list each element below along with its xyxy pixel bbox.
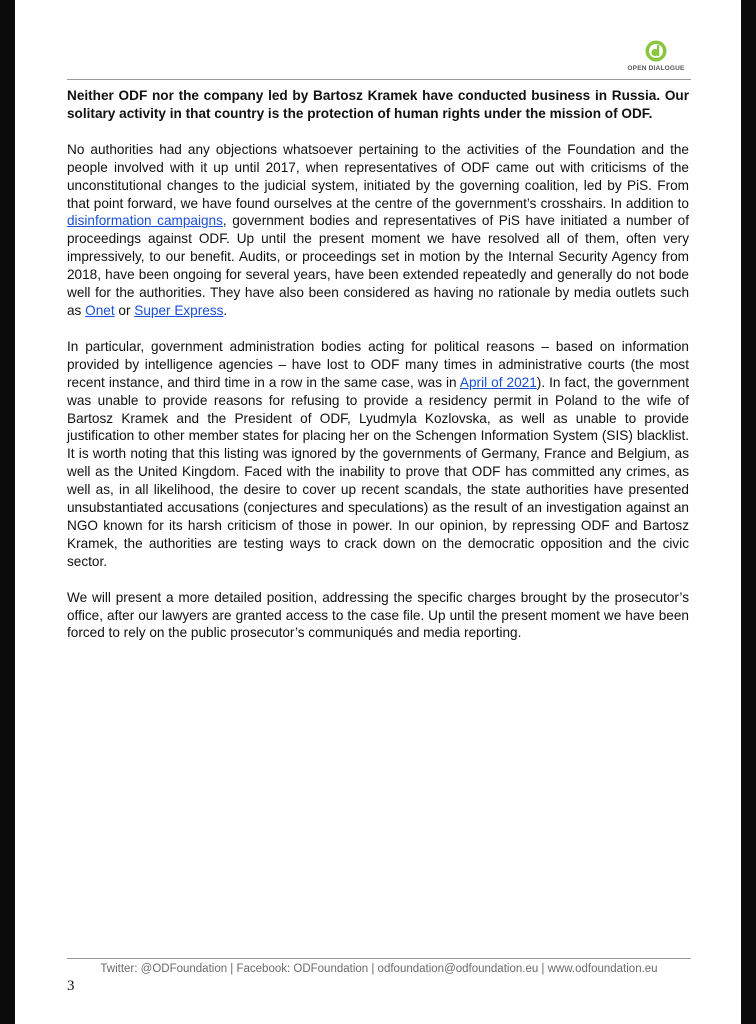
april-2021-link[interactable]: April of 2021 [459,374,537,390]
paragraph-1-text-a: No authorities had any objections whatsoever pertaining to the activities of the Foundation and the people involved with it up until 2017, when representatives of ODF came out with criticisms of the unconstitutional changes to the judicial system, initiated by the governing coalition, led by PiS. From that point forward, we have found ourselves at the centre of the government’s crosshairs. In addition to [67,141,689,211]
onet-link[interactable]: Onet [85,302,115,318]
document-page [15,0,741,1024]
paragraph-1 [67,141,689,320]
lead-paragraph: Neither ODF nor the company led by Bartosz Kramek have conducted business in Russia. Our solitary activity in that country is the protection of human rights under the mission of ODF. [67,88,689,121]
disinformation-campaigns-link[interactable]: disinformation campaigns [67,213,223,229]
paragraph-1-text-d: . [223,302,228,318]
paragraph-2-text-a: In particular, government administration bodies acting for political reasons – based on information provided by intelligence agencies – have lost to ODF many times in administrative courts (the most recent instance, and third time in a row in the same case, was in [67,338,689,390]
open-dialogue-logo-icon [645,40,667,62]
footer-contacts: Twitter: @ODFoundation | Facebook: ODFoundation | odfoundation@odfoundation.eu | www.odfoundation.eu [100,963,658,975]
header-divider [67,79,691,80]
paragraph-1-text-b: , government bodies and representatives of PiS have initiated a number of proceedings against ODF. Up until the present moment we have resolved all of them, often very impressively, to our benefit. Audits, or proceedings set in motion by the Internal Security Agency from 2018, have been ongoing for several years, have been extended repeatedly and generally do not bode well for the authorities. They have also been considered as having no rationale by media outlets such as [67,213,689,318]
page-number: 3 [67,978,75,994]
paragraph-3: We will present a more detailed position, addressing the specific charges brought by the prosecutor’s office, after our lawyers are granted access to the case file. Up until the present moment we have been forced to rely on the public prosecutor’s communiqués and media reporting. [67,589,689,641]
super-express-link[interactable]: Super Express [134,302,224,318]
paragraph-1-text-c: or [114,302,135,318]
logo [616,40,696,72]
logo-text: OPEN DIALOGUE [627,65,685,72]
document-body [67,87,689,660]
paragraph-2-text-b: ). In fact, the government was unable to provide reasons for refusing to provide a residency permit in Poland to the wife of Bartosz Kramek and the President of ODF, Lyudmyla Kozlovska, as well as unable to provide justification to other member states for placing her on the Schengen Information System (SIS) blacklist. It is worth noting that this listing was ignored by the governments of Germany, France and Belgium, as well as the United Kingdom. Faced with the inability to prove that ODF has committed any crimes, as well as, in all likelihood, the desire to cover up recent scandals, the state authorities have presented unsubstantiated accusations (conjectures and speculations) as the result of an investigation against an NGO known for its harsh criticism of those in power. In our opinion, by repressing ODF and Bartosz Kramek, the authorities are testing ways to crack down on the democratic opposition and the civic sector. [67,374,689,569]
footer-divider [67,958,691,959]
paragraph-2 [67,338,689,571]
